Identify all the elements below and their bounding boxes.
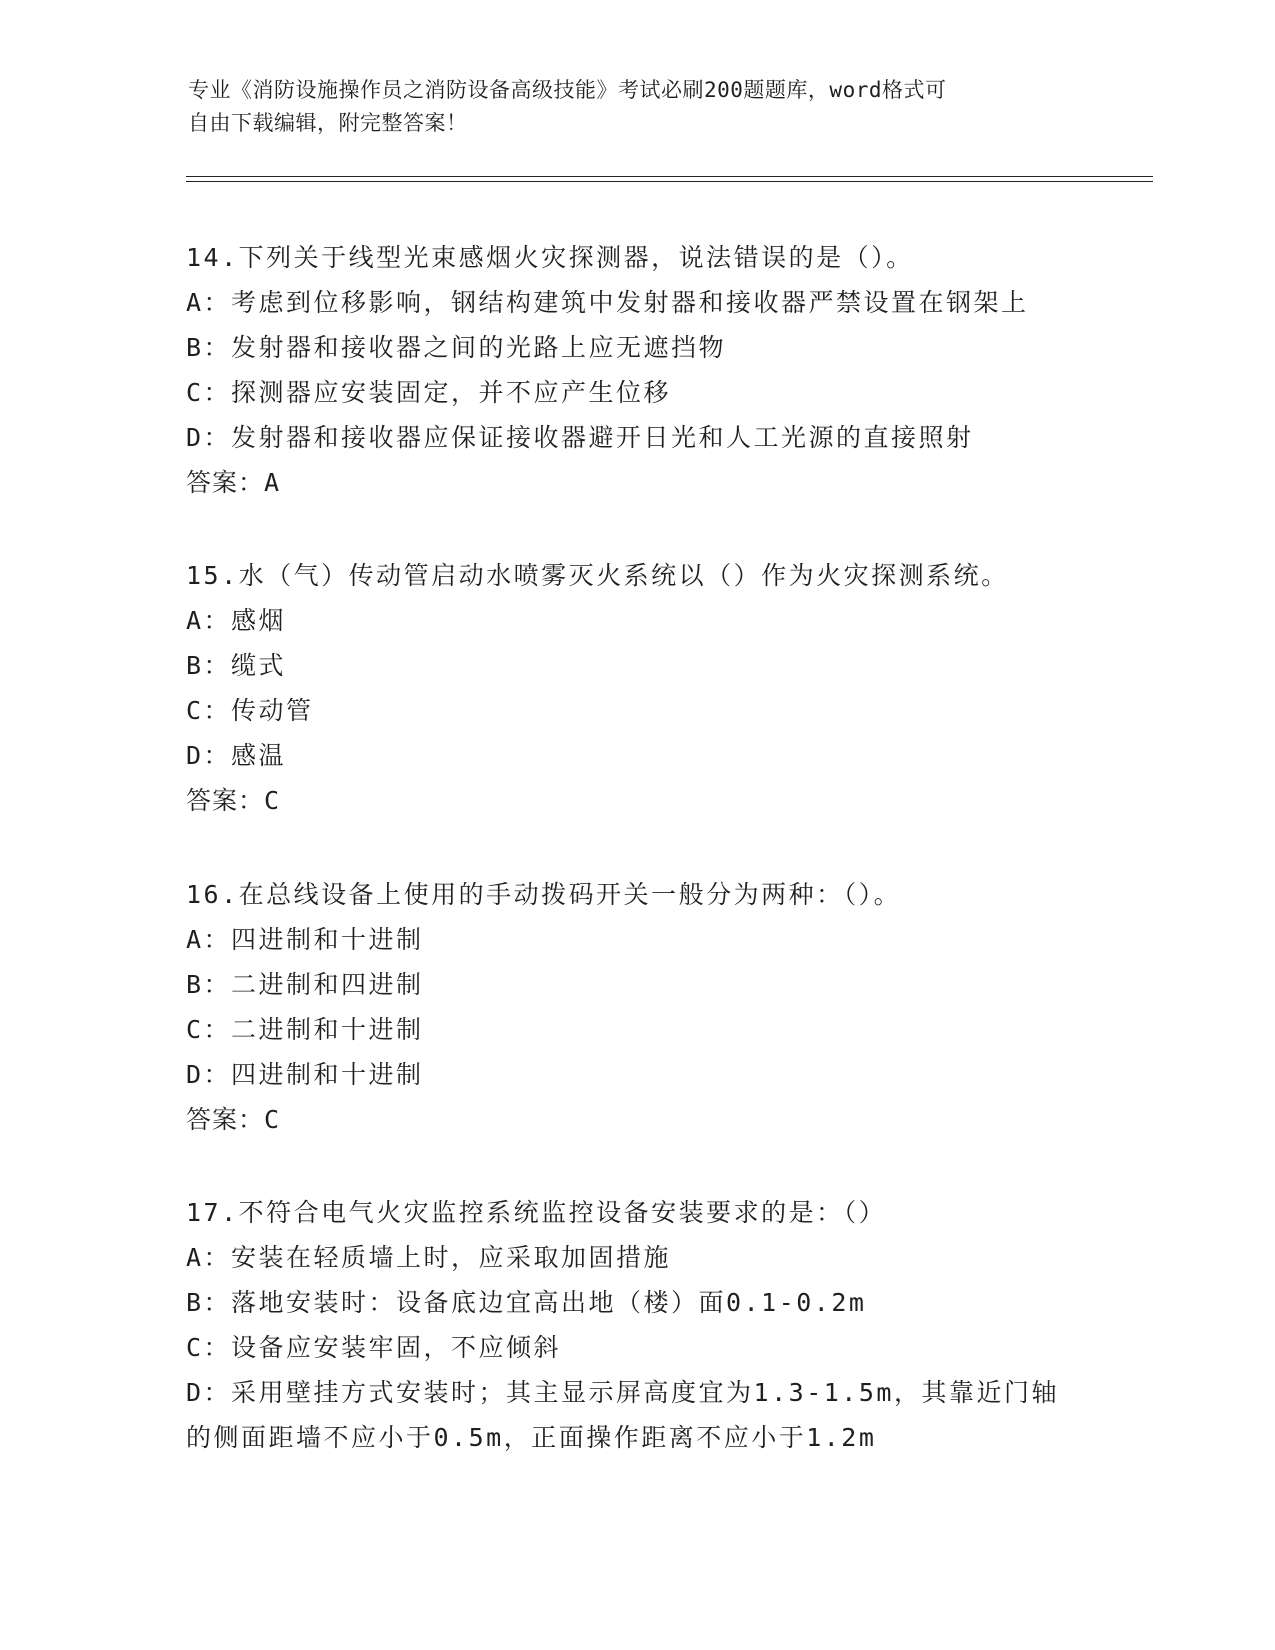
answer-value: C xyxy=(264,1105,281,1134)
option-b: B：发射器和接收器之间的光路上应无遮挡物 xyxy=(186,333,727,362)
answer-label: 答案： xyxy=(186,468,265,497)
option-c: C：二进制和十进制 xyxy=(186,1015,424,1044)
option-d-continued: 的侧面距墙不应小于0.5m，正面操作距离不应小于1.2m xyxy=(186,1423,877,1452)
option-c: C：设备应安装牢固，不应倾斜 xyxy=(186,1333,562,1362)
option-a: A：考虑到位移影响，钢结构建筑中发射器和接收器严禁设置在钢架上 xyxy=(186,288,1029,317)
answer-label: 答案： xyxy=(186,1105,265,1134)
answer-line xyxy=(186,778,1086,823)
option-b: B：落地安装时：设备底边宜高出地（楼）面0.1-0.2m xyxy=(186,1288,867,1317)
option-c: C：传动管 xyxy=(186,696,314,725)
question-16 xyxy=(186,872,1086,1142)
option-b: B：二进制和四进制 xyxy=(186,970,424,999)
option-a: A：安装在轻质墙上时，应采取加固措施 xyxy=(186,1243,672,1272)
header-divider-top xyxy=(186,176,1153,177)
option-d: D：感温 xyxy=(186,741,287,770)
question-stem: 15.水（气）传动管启动水喷雾灭火系统以（）作为火灾探测系统。 xyxy=(186,561,1009,590)
question-17 xyxy=(186,1190,1086,1460)
question-14 xyxy=(186,235,1086,505)
option-d: D：采用壁挂方式安装时；其主显示屏高度宜为1.3-1.5m，其靠近门轴 xyxy=(186,1378,1059,1407)
option-a: A：感烟 xyxy=(186,606,287,635)
question-stem: 16.在总线设备上使用的手动拨码开关一般分为两种：（）。 xyxy=(186,880,902,909)
option-a: A：四进制和十进制 xyxy=(186,925,424,954)
answer-label: 答案： xyxy=(186,786,265,815)
option-d: D：发射器和接收器应保证接收器避开日光和人工光源的直接照射 xyxy=(186,423,974,452)
answer-line xyxy=(186,1097,1086,1142)
header-divider-bottom xyxy=(186,181,1153,182)
question-15 xyxy=(186,553,1086,823)
header-line-2: 自由下载编辑，附完整答案！ xyxy=(188,111,468,135)
question-stem: 14.下列关于线型光束感烟火灾探测器，说法错误的是（）。 xyxy=(186,243,914,272)
answer-line xyxy=(186,460,1086,505)
document-header xyxy=(188,74,1088,140)
question-stem: 17.不符合电气火灾监控系统监控设备安装要求的是：（） xyxy=(186,1198,887,1227)
option-c: C：探测器应安装固定，并不应产生位移 xyxy=(186,378,672,407)
header-line-1: 专业《消防设施操作员之消防设备高级技能》考试必刷200题题库，word格式可 xyxy=(188,78,947,102)
option-d: D：四进制和十进制 xyxy=(186,1060,424,1089)
option-b: B：缆式 xyxy=(186,651,287,680)
answer-value: A xyxy=(264,468,281,497)
answer-value: C xyxy=(264,786,281,815)
